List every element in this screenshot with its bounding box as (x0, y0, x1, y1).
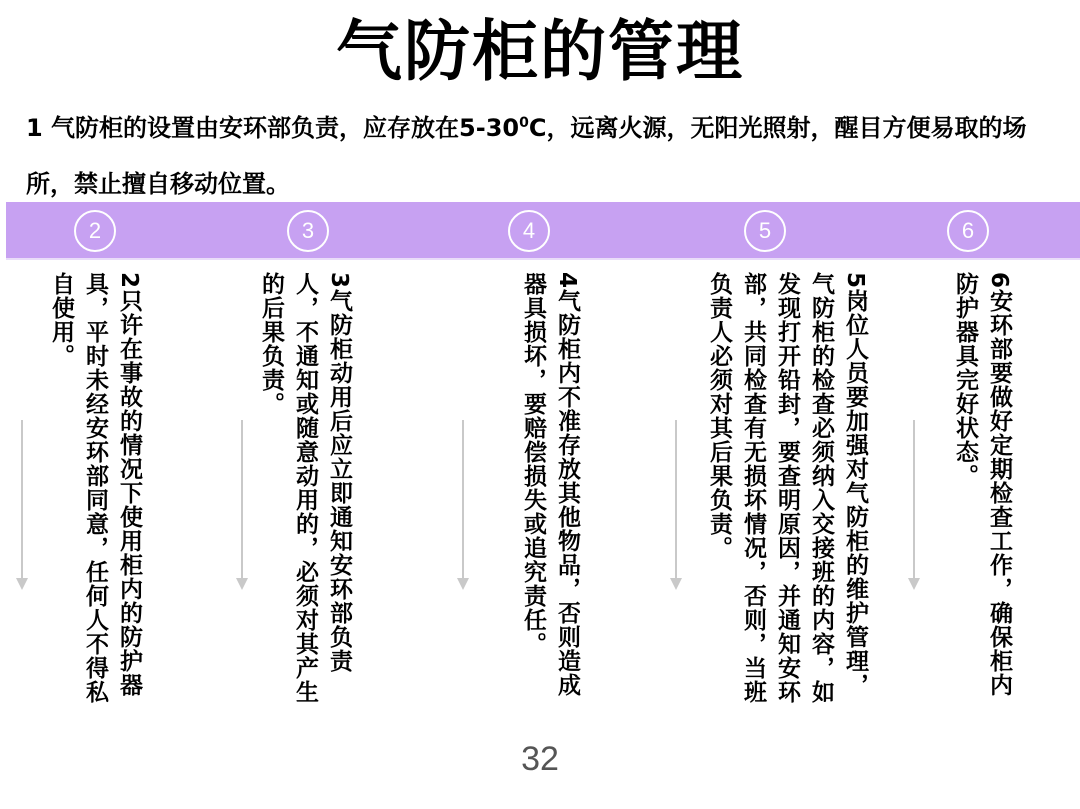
step-text-4: 4气防柜内不准存放其他物品，否则造成器具损坏，要赔偿损失或追究责任。 (520, 272, 580, 698)
page-number: 32 (521, 740, 559, 778)
intro-superscript: 0 (519, 115, 529, 131)
intro-text-before: 1 气防柜的设置由安环部负责，应存放在5-30 (26, 114, 520, 142)
step-text-5: 5岗位人员要加强对气防柜的维护管理，气防柜的检查必须纳入交接班的内容，如发现打开铅封，要查明原因，并通知安环部，共同检查有无损坏情况，否则，当班负责人必须对其后果负责。 (706, 272, 868, 704)
step-text-3: 3气防柜动用后应立即通知安环部负责人，不通知或随意动用的，必须对其产生的后果负责。 (258, 272, 352, 704)
step-circle-5: 5 (744, 210, 786, 252)
step-text-6: 6安环部要做好定期检查工作，确保柜内防护器具完好状态。 (952, 272, 1012, 698)
step-circle-2: 2 (74, 210, 116, 252)
step-text-2: 2只许在事故的情况下使用柜内的防护器具，平时未经安环部同意，任何人不得私自使用。 (48, 272, 142, 704)
band-divider (6, 258, 1080, 260)
down-arrow-icon (908, 420, 920, 592)
down-arrow-icon (457, 420, 469, 592)
intro-paragraph (26, 100, 1066, 212)
step-circle-4: 4 (508, 210, 550, 252)
page-title: 气防柜的管理 (336, 13, 744, 90)
intro-text-after: C，远离火源，无阳光照射，醒目方便易取的场所，禁止擅自移动位置。 (26, 114, 1027, 198)
step-circle-3: 3 (287, 210, 329, 252)
down-arrow-icon (16, 420, 28, 592)
step-circle-6: 6 (947, 210, 989, 252)
